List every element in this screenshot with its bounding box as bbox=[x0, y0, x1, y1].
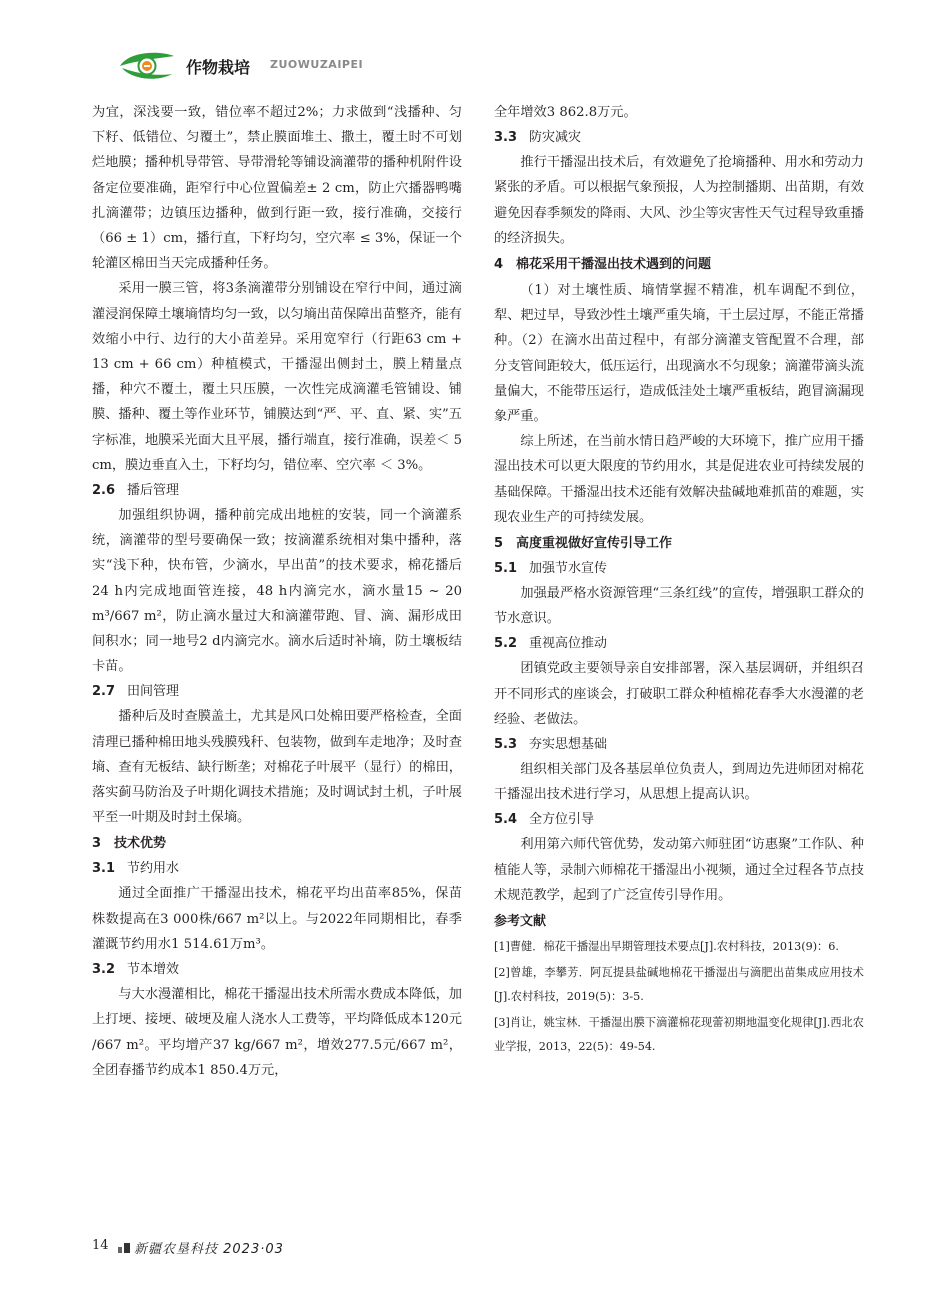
paragraph: 组织相关部门及各基层单位负责人，到周边先进师团对棉花干播湿出技术进行学习，从思想上提高认识。 bbox=[494, 762, 864, 803]
paragraph: 与大水漫灌相比，棉花干播湿出技术所需水费成本降低，加上打埂、接埂、破埂及雇人浇水人工费等，平均降低成本120元 /667 m²。平均增产37 kg/667 m²，增效277.5元/667 m²，全团春播节约成本1 850.4万元， bbox=[92, 987, 462, 1078]
journal-name: 新疆农垦科技 2023·03 bbox=[134, 1242, 284, 1257]
page-header bbox=[118, 50, 518, 84]
subsection-heading: 3.1 节约用水 bbox=[92, 861, 180, 877]
paragraph: 团镇党政主要领导亲自安排部署，深入基层调研，并组织召开不同形式的座谈会，打破职工群众种植棉花春季大水漫灌的老经验、老做法。 bbox=[494, 661, 864, 727]
section-heading: 3 技术优势 bbox=[92, 836, 167, 852]
subsection-heading: 5.3 夯实思想基础 bbox=[494, 737, 608, 753]
section-heading: 5 高度重视做好宣传引导工作 bbox=[494, 536, 673, 552]
paragraph: （1）对土壤性质、墒情掌握不精准，机车调配不到位，犁、耙过早，导致沙性土壤严重失墒，干土层过厚，不能正常播种。（2）在滴水出苗过程中，有部分滴灌支管配置不合理，部分支管间距较大，低压运行，出现滴水不匀现象；滴灌带滴头流量偏大，不能带压运行，造成低洼处土壤严重板结，跑冒滴漏现象严重。 bbox=[494, 283, 864, 425]
subsection-heading: 5.4 全方位引导 bbox=[494, 812, 595, 828]
paragraph: 加强组织协调，播种前完成出地桩的安装，同一个滴灌系统，滴灌带的型号要确保一致；按滴灌系统相对集中播种，落实“浅下种，快布管，少滴水，早出苗”的技术要求，棉花播后24 h内完成地面管连接，48 h内滴完水，滴水量15 ~ 20 m³/667 m²，防止滴水量过大和滴灌带跑、冒、滴、漏形成田间积水；同一地号2 d内滴完水。滴水后适时补墒，防土壤板结卡苗。 bbox=[92, 508, 462, 675]
subsection-heading: 5.2 重视高位推动 bbox=[494, 636, 608, 652]
section-heading: 4 棉花采用干播湿出技术遇到的问题 bbox=[494, 257, 712, 273]
references-list bbox=[494, 935, 864, 1059]
paragraph: 推行干播湿出技术后，有效避免了抢墒播种、用水和劳动力紧张的矛盾。可以根据气象预报，人为控制播期、出苗期，有效避免因春季频发的降雨、大风、沙尘等灾害性天气过程导致重播的经济损失。 bbox=[494, 155, 864, 246]
footer-square-icon bbox=[118, 1243, 130, 1253]
subsection-heading: 5.1 加强节水宣传 bbox=[494, 561, 608, 577]
journal-logo-icon bbox=[118, 50, 176, 82]
section-pinyin: ZUOWUZAIPEI bbox=[270, 58, 364, 71]
references-heading: 参考文献 bbox=[494, 914, 547, 930]
reference-item: [3]肖让，姚宝林．干播湿出膜下滴灌棉花现蕾初期地温变化规律[J].西北农业学报，2013，22(5)：49-54. bbox=[494, 1016, 864, 1054]
paragraph: 为宜，深浅要一致，错位率不超过2%；力求做到“浅播种、匀下籽、低错位、匀覆土”，禁止膜面堆土、撒土，覆土时不可划烂地膜；播种机导带管、导带滑轮等铺设滴灌带的播种机附件设备定位要准确，距窄行中心位置偏差± 2 cm，防止穴播器鸭嘴扎滴灌带；边镇压边播种，做到行距一致，接行准确，交接行（66 ± 1）cm，播行直，下籽均匀，空穴率 ≤ 3%，保证一个轮灌区棉田当天完成播种任务。 bbox=[92, 105, 462, 272]
paragraph: 加强最严格水资源管理“三条红线”的宣传，增强职工群众的节水意识。 bbox=[494, 586, 864, 627]
paragraph: 通过全面推广干播湿出技术，棉花平均出苗率85%，保苗株数提高在3 000株/667 m²以上。与2022年同期相比，春季灌溉节约用水1 514.61万m³。 bbox=[92, 886, 462, 952]
paragraph: 采用一膜三管，将3条滴灌带分别铺设在窄行中间，通过滴灌浸润保障土壤墒情均匀一致，以匀墒出苗保障出苗整齐，能有效缩小中行、边行的大小苗差异。采用宽窄行（行距63 cm + 13 cm + 66 cm）种植模式，干播湿出侧封土，膜上精量点播，种穴不覆土，覆土只压膜，一次性完成滴灌毛管铺设、铺膜、播种、覆土等作业环节，铺膜达到“严、平、直、紧、实”五字标准，地膜采光面大且平展，播行端直，接行准确，误差＜ 5 cm，膜边垂直入土，下籽均匀，错位率、空穴率 ＜ 3%。 bbox=[92, 281, 462, 473]
reference-item: [1]曹健．棉花干播湿出早期管理技术要点[J].农村科技，2013(9)：6. bbox=[494, 940, 839, 954]
subsection-heading: 2.7 田间管理 bbox=[92, 684, 180, 700]
left-column bbox=[92, 100, 462, 1083]
reference-item: [2]曾雄，李攀芳．阿瓦提县盐碱地棉花干播湿出与滴肥出苗集成应用技术[J].农村科技，2019(5)：3-5. bbox=[494, 966, 864, 1004]
subsection-heading: 2.6 播后管理 bbox=[92, 483, 180, 499]
paragraph: 全年增效3 862.8万元。 bbox=[494, 105, 637, 120]
subsection-heading: 3.3 防灾减灾 bbox=[494, 130, 582, 146]
page-footer bbox=[92, 1238, 392, 1258]
paragraph: 播种后及时查膜盖土，尤其是风口处棉田要严格检查，全面清理已播种棉田地头残膜残秆、包装物，做到车走地净；及时查墒、查有无板结、缺行断垄；对棉花子叶展平（显行）的棉田，落实蓟马防治及子叶期化调技术措施；及时调试封土机，子叶展平至一叶期及时封土保墒。 bbox=[92, 709, 462, 826]
paragraph: 综上所述，在当前水情日趋严峻的大环境下，推广应用干播湿出技术可以更大限度的节约用水，其是促进农业可持续发展的基础保障。干播湿出技术还能有效解决盐碱地难抓苗的难题，实现农业生产的可持续发展。 bbox=[494, 434, 864, 525]
subsection-heading: 3.2 节本增效 bbox=[92, 962, 180, 978]
right-column bbox=[494, 100, 864, 1061]
paragraph: 利用第六师代管优势，发动第六师驻团“访惠聚”工作队、种植能人等，录制六师棉花干播湿出小视频，通过全过程各节点技术规范教学，起到了广泛宣传引导作用。 bbox=[494, 837, 864, 903]
page-number: 14 bbox=[92, 1238, 109, 1253]
section-name: 作物栽培 bbox=[186, 58, 251, 77]
